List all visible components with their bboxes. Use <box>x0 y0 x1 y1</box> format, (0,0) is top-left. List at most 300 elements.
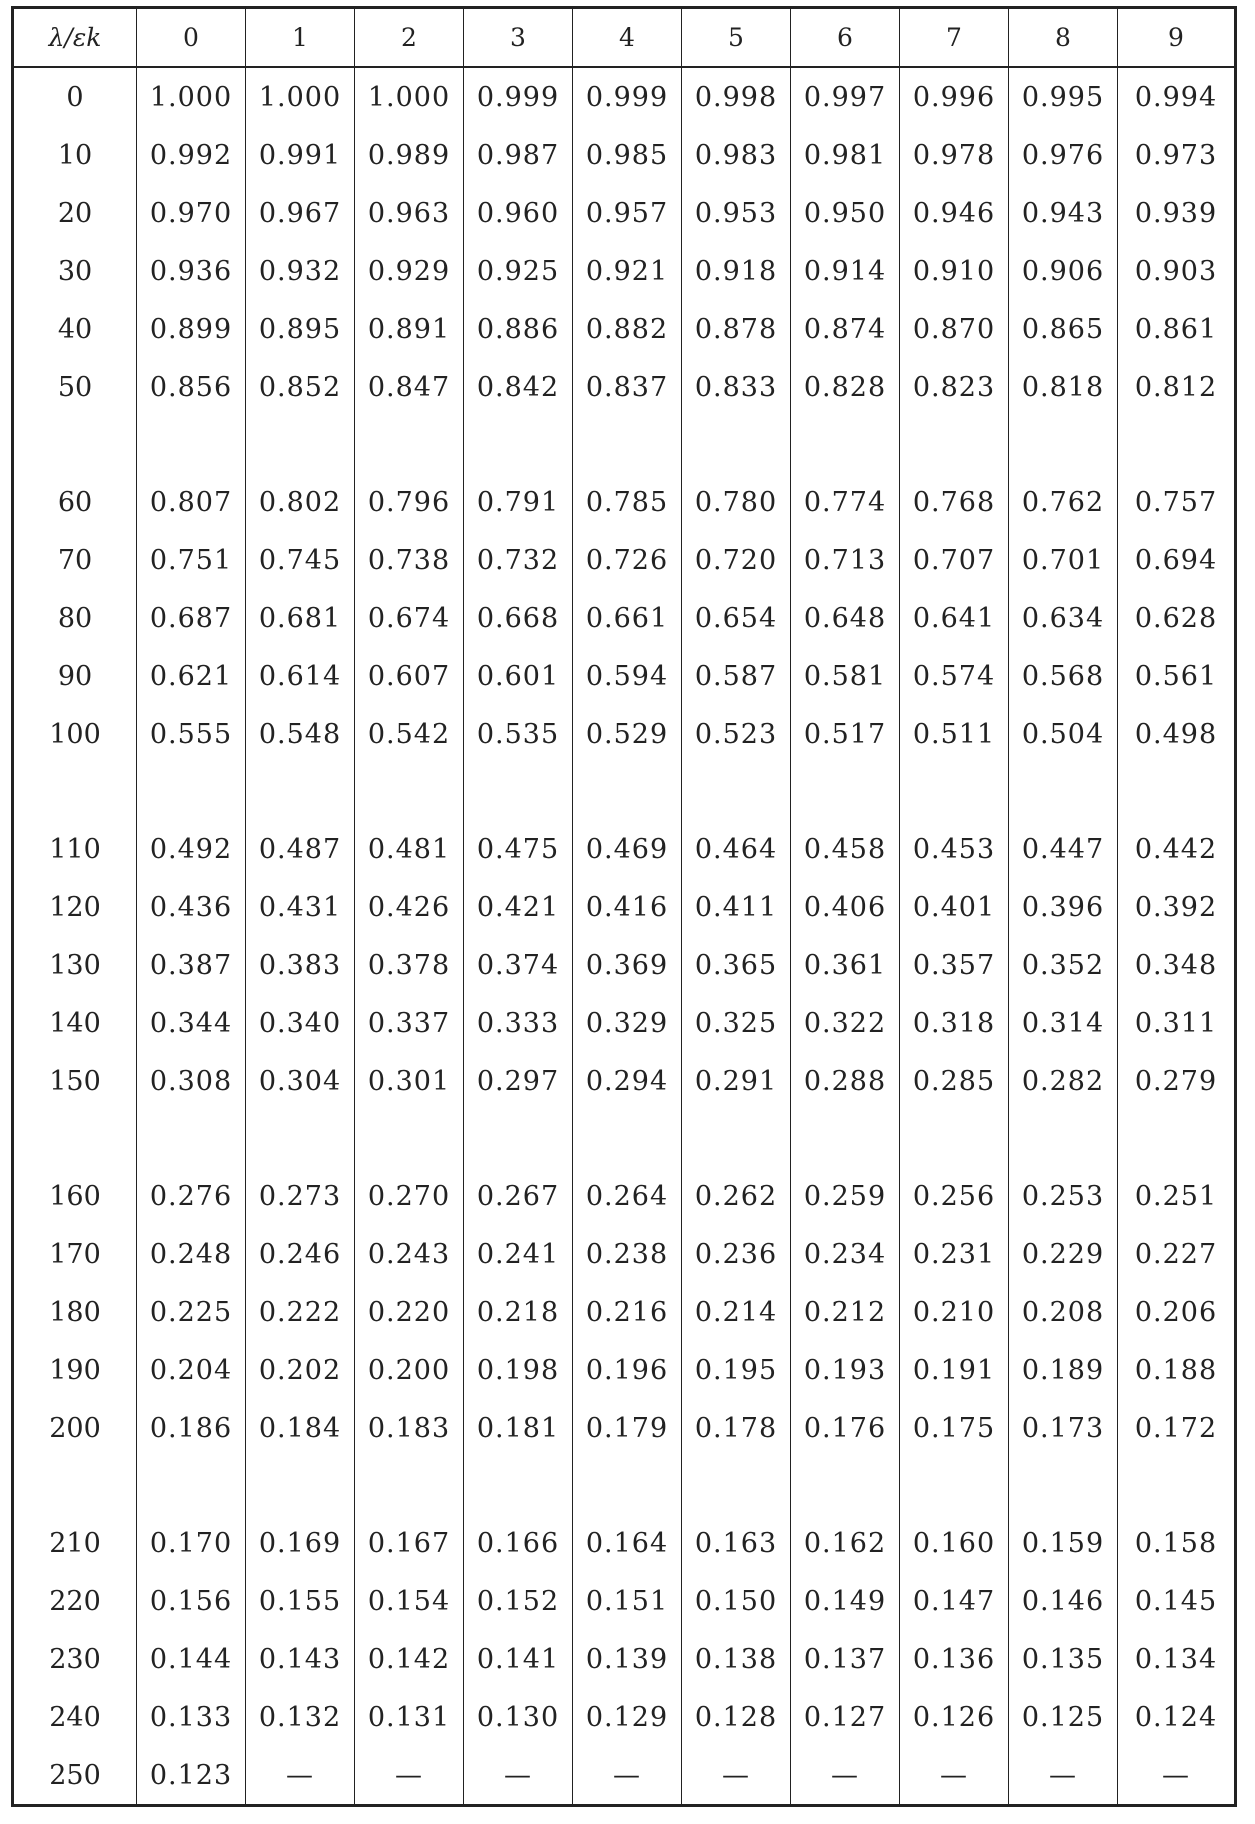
table-cell: 0.253 <box>1009 1110 1118 1225</box>
table-cell: 0.628 <box>1118 589 1236 647</box>
table-cell: 0.997 <box>791 67 900 126</box>
table-cell: 0.160 <box>900 1457 1009 1572</box>
row-label: 120 <box>13 878 137 936</box>
table-cell: 0.172 <box>1118 1399 1236 1457</box>
table-cell: 0.694 <box>1118 531 1236 589</box>
table-cell: 0.687 <box>137 589 246 647</box>
table-cell: 0.128 <box>682 1688 791 1746</box>
table-cell: 0.957 <box>573 184 682 242</box>
table-cell: 0.188 <box>1118 1341 1236 1399</box>
table-cell: 0.707 <box>900 531 1009 589</box>
table-cell: 0.125 <box>1009 1688 1118 1746</box>
table-cell: 0.406 <box>791 878 900 936</box>
table-cell: 0.134 <box>1118 1630 1236 1688</box>
table-cell: 0.186 <box>137 1399 246 1457</box>
table-cell: 0.193 <box>791 1341 900 1399</box>
table-cell: 0.273 <box>246 1110 355 1225</box>
table-cell: 0.127 <box>791 1688 900 1746</box>
table-cell: — <box>682 1746 791 1806</box>
table-cell: 0.181 <box>464 1399 573 1457</box>
table-cell: 0.294 <box>573 1052 682 1110</box>
table-cell: 0.246 <box>246 1225 355 1283</box>
table-cell: 0.175 <box>900 1399 1009 1457</box>
table-cell: — <box>464 1746 573 1806</box>
table-cell: 0.998 <box>682 67 791 126</box>
table-cell: 0.929 <box>355 242 464 300</box>
table-cell: 0.243 <box>355 1225 464 1283</box>
table-cell: 0.542 <box>355 705 464 763</box>
table-cell: 0.458 <box>791 763 900 878</box>
table-cell: 0.674 <box>355 589 464 647</box>
table-cell: 0.878 <box>682 300 791 358</box>
table-row <box>13 1341 1236 1399</box>
table-cell: 0.720 <box>682 531 791 589</box>
table-cell: 0.891 <box>355 300 464 358</box>
row-label: 30 <box>13 242 137 300</box>
table-cell: 0.183 <box>355 1399 464 1457</box>
header-digit-2: 2 <box>355 8 464 68</box>
table-cell: 0.333 <box>464 994 573 1052</box>
table-cell: 0.587 <box>682 647 791 705</box>
table-cell: 0.152 <box>464 1572 573 1630</box>
table-cell: 0.212 <box>791 1283 900 1341</box>
header-digit-1: 1 <box>246 8 355 68</box>
table-cell: 0.139 <box>573 1630 682 1688</box>
table-cell: — <box>791 1746 900 1806</box>
table-cell: 0.812 <box>1118 358 1236 416</box>
table-cell: 0.150 <box>682 1572 791 1630</box>
table-cell: 0.668 <box>464 589 573 647</box>
table-cell: 0.529 <box>573 705 682 763</box>
table-cell: 0.198 <box>464 1341 573 1399</box>
table-row <box>13 994 1236 1052</box>
table-cell: 0.143 <box>246 1630 355 1688</box>
table-cell: 0.204 <box>137 1341 246 1399</box>
table-cell: 0.607 <box>355 647 464 705</box>
table-cell: 0.222 <box>246 1283 355 1341</box>
table-cell: 0.921 <box>573 242 682 300</box>
table-cell: 0.248 <box>137 1225 246 1283</box>
table-cell: 0.517 <box>791 705 900 763</box>
table-cell: 0.918 <box>682 242 791 300</box>
table-cell: 0.170 <box>137 1457 246 1572</box>
row-label: 110 <box>13 763 137 878</box>
table-cell: 0.594 <box>573 647 682 705</box>
row-label: 180 <box>13 1283 137 1341</box>
table-cell: 0.648 <box>791 589 900 647</box>
table-cell: 0.142 <box>355 1630 464 1688</box>
table-cell: 0.308 <box>137 1052 246 1110</box>
table-cell: 0.285 <box>900 1052 1009 1110</box>
table-cell: 0.943 <box>1009 184 1118 242</box>
table-cell: 0.124 <box>1118 1688 1236 1746</box>
table-cell: 0.130 <box>464 1688 573 1746</box>
row-label: 170 <box>13 1225 137 1283</box>
table-cell: 0.206 <box>1118 1283 1236 1341</box>
table-cell: 0.267 <box>464 1110 573 1225</box>
table-cell: 0.256 <box>900 1110 1009 1225</box>
table-cell: 0.262 <box>682 1110 791 1225</box>
table-cell: — <box>355 1746 464 1806</box>
header-digit-6: 6 <box>791 8 900 68</box>
header-digit-0: 0 <box>137 8 246 68</box>
table-row <box>13 647 1236 705</box>
table-cell: 0.475 <box>464 763 573 878</box>
table-cell: 0.184 <box>246 1399 355 1457</box>
table-cell: — <box>1009 1746 1118 1806</box>
table-cell: 0.634 <box>1009 589 1118 647</box>
table-cell: 0.999 <box>573 67 682 126</box>
table-cell: 0.159 <box>1009 1457 1118 1572</box>
header-digit-4: 4 <box>573 8 682 68</box>
table-cell: 0.163 <box>682 1457 791 1572</box>
table-cell: 0.337 <box>355 994 464 1052</box>
table-row <box>13 358 1236 416</box>
row-label: 130 <box>13 936 137 994</box>
table-cell: 0.994 <box>1118 67 1236 126</box>
row-label: 250 <box>13 1746 137 1806</box>
row-label: 60 <box>13 416 137 531</box>
table-cell: 0.401 <box>900 878 1009 936</box>
table-cell: 0.852 <box>246 358 355 416</box>
table-cell: 0.874 <box>791 300 900 358</box>
table-cell: 0.167 <box>355 1457 464 1572</box>
table-cell: 0.151 <box>573 1572 682 1630</box>
table-cell: 0.234 <box>791 1225 900 1283</box>
table-cell: 0.886 <box>464 300 573 358</box>
table-cell: 0.202 <box>246 1341 355 1399</box>
table-cell: 0.925 <box>464 242 573 300</box>
table-cell: 0.856 <box>137 358 246 416</box>
table-row <box>13 763 1236 878</box>
table-cell: 0.899 <box>137 300 246 358</box>
table-cell: 0.291 <box>682 1052 791 1110</box>
table-row <box>13 416 1236 531</box>
table-cell: 0.561 <box>1118 647 1236 705</box>
table-cell: 0.574 <box>900 647 1009 705</box>
table-cell: 0.882 <box>573 300 682 358</box>
table-cell: 0.960 <box>464 184 573 242</box>
table-cell: 0.910 <box>900 242 1009 300</box>
table-cell: 0.751 <box>137 531 246 589</box>
table-cell: 0.314 <box>1009 994 1118 1052</box>
table-cell: 0.236 <box>682 1225 791 1283</box>
table-cell: 0.179 <box>573 1399 682 1457</box>
table-row <box>13 300 1236 358</box>
table-cell: 0.967 <box>246 184 355 242</box>
table-cell: 0.156 <box>137 1572 246 1630</box>
table-row <box>13 1283 1236 1341</box>
table-cell: 1.000 <box>246 67 355 126</box>
row-label: 10 <box>13 126 137 184</box>
table-cell: 0.383 <box>246 936 355 994</box>
table-cell: 0.135 <box>1009 1630 1118 1688</box>
table-cell: 0.946 <box>900 184 1009 242</box>
table-cell: 0.970 <box>137 184 246 242</box>
table-cell: 0.131 <box>355 1688 464 1746</box>
table-cell: 0.231 <box>900 1225 1009 1283</box>
table-cell: 0.796 <box>355 416 464 531</box>
table-cell: 0.225 <box>137 1283 246 1341</box>
table-cell: 0.469 <box>573 763 682 878</box>
table-cell: 0.325 <box>682 994 791 1052</box>
table-cell: 0.492 <box>137 763 246 878</box>
table-row <box>13 1630 1236 1688</box>
table-cell: 0.344 <box>137 994 246 1052</box>
table-cell: 0.365 <box>682 936 791 994</box>
table-cell: 0.939 <box>1118 184 1236 242</box>
table-cell: 0.297 <box>464 1052 573 1110</box>
table-cell: 0.498 <box>1118 705 1236 763</box>
table-cell: 0.154 <box>355 1572 464 1630</box>
table-cell: 0.264 <box>573 1110 682 1225</box>
table-cell: 0.218 <box>464 1283 573 1341</box>
table-cell: 0.757 <box>1118 416 1236 531</box>
table-cell: 0.132 <box>246 1688 355 1746</box>
header-digit-8: 8 <box>1009 8 1118 68</box>
table-cell: 0.374 <box>464 936 573 994</box>
table-row <box>13 878 1236 936</box>
table-cell: 0.369 <box>573 936 682 994</box>
table-cell: — <box>573 1746 682 1806</box>
row-label: 90 <box>13 647 137 705</box>
table-cell: — <box>900 1746 1009 1806</box>
table-cell: 0.555 <box>137 705 246 763</box>
table-row <box>13 531 1236 589</box>
table-cell: 0.144 <box>137 1630 246 1688</box>
table-cell: 0.155 <box>246 1572 355 1630</box>
table-cell: 0.991 <box>246 126 355 184</box>
table-cell: 0.169 <box>246 1457 355 1572</box>
header-row <box>13 8 1236 68</box>
table-cell: 0.861 <box>1118 300 1236 358</box>
table-cell: 0.548 <box>246 705 355 763</box>
table-row <box>13 1457 1236 1572</box>
row-label: 0 <box>13 67 137 126</box>
table-cell: 0.481 <box>355 763 464 878</box>
row-label: 190 <box>13 1341 137 1399</box>
table-cell: 0.447 <box>1009 763 1118 878</box>
table-cell: 0.981 <box>791 126 900 184</box>
table-cell: 0.270 <box>355 1110 464 1225</box>
table-cell: 0.123 <box>137 1746 246 1806</box>
table-cell: 0.701 <box>1009 531 1118 589</box>
table-cell: 0.361 <box>791 936 900 994</box>
table-cell: 0.145 <box>1118 1572 1236 1630</box>
table-cell: 0.865 <box>1009 300 1118 358</box>
table-cell: 0.895 <box>246 300 355 358</box>
table-cell: 0.227 <box>1118 1225 1236 1283</box>
table-cell: 0.828 <box>791 358 900 416</box>
table-cell: 0.818 <box>1009 358 1118 416</box>
table-cell: 0.378 <box>355 936 464 994</box>
table-cell: 0.842 <box>464 358 573 416</box>
row-label: 70 <box>13 531 137 589</box>
table-cell: 0.487 <box>246 763 355 878</box>
table-cell: 0.282 <box>1009 1052 1118 1110</box>
table-cell: 0.511 <box>900 705 1009 763</box>
table-cell: 0.220 <box>355 1283 464 1341</box>
table-cell: 0.983 <box>682 126 791 184</box>
table-cell: 0.726 <box>573 531 682 589</box>
table-cell: 1.000 <box>137 67 246 126</box>
table-cell: 0.523 <box>682 705 791 763</box>
table-cell: 0.762 <box>1009 416 1118 531</box>
table-cell: 0.276 <box>137 1110 246 1225</box>
table-cell: 0.774 <box>791 416 900 531</box>
table-cell: 0.210 <box>900 1283 1009 1341</box>
table-cell: 0.802 <box>246 416 355 531</box>
table-cell: 0.906 <box>1009 242 1118 300</box>
header-digit-3: 3 <box>464 8 573 68</box>
table-cell: 0.311 <box>1118 994 1236 1052</box>
table-cell: 0.963 <box>355 184 464 242</box>
table-header <box>13 8 1236 68</box>
table-cell: 0.614 <box>246 647 355 705</box>
table-cell: 0.976 <box>1009 126 1118 184</box>
table-cell: 0.322 <box>791 994 900 1052</box>
table-cell: 0.985 <box>573 126 682 184</box>
table-cell: 0.304 <box>246 1052 355 1110</box>
table-cell: 0.870 <box>900 300 1009 358</box>
table-cell: 0.442 <box>1118 763 1236 878</box>
table-cell: 0.133 <box>137 1688 246 1746</box>
table-cell: 0.768 <box>900 416 1009 531</box>
table-cell: 0.436 <box>137 878 246 936</box>
table-cell: 0.288 <box>791 1052 900 1110</box>
table-cell: 0.196 <box>573 1341 682 1399</box>
header-digit-5: 5 <box>682 8 791 68</box>
table-row <box>13 589 1236 647</box>
table-cell: 0.357 <box>900 936 1009 994</box>
table-cell: — <box>246 1746 355 1806</box>
table-cell: 0.581 <box>791 647 900 705</box>
table-cell: 0.136 <box>900 1630 1009 1688</box>
table-cell: 0.654 <box>682 589 791 647</box>
table-cell: 0.914 <box>791 242 900 300</box>
table-row <box>13 242 1236 300</box>
table-row <box>13 1052 1236 1110</box>
row-label: 210 <box>13 1457 137 1572</box>
table-cell: 0.241 <box>464 1225 573 1283</box>
row-label: 220 <box>13 1572 137 1630</box>
table-cell: 0.129 <box>573 1688 682 1746</box>
table-cell: 0.126 <box>900 1688 1009 1746</box>
table-cell: 0.999 <box>464 67 573 126</box>
table-cell: 0.601 <box>464 647 573 705</box>
table-cell: 0.989 <box>355 126 464 184</box>
table-cell: 0.978 <box>900 126 1009 184</box>
table-cell: 0.340 <box>246 994 355 1052</box>
table-cell: 0.732 <box>464 531 573 589</box>
table-cell: 0.992 <box>137 126 246 184</box>
table-cell: 0.176 <box>791 1399 900 1457</box>
table-cell: 0.208 <box>1009 1283 1118 1341</box>
table-row <box>13 126 1236 184</box>
table-row <box>13 1225 1236 1283</box>
table-cell: 0.453 <box>900 763 1009 878</box>
stability-coefficient-table <box>11 6 1237 1807</box>
row-label: 240 <box>13 1688 137 1746</box>
table-cell: 0.214 <box>682 1283 791 1341</box>
row-label: 160 <box>13 1110 137 1225</box>
table-cell: 0.396 <box>1009 878 1118 936</box>
table-cell: 0.173 <box>1009 1399 1118 1457</box>
table-cell: 0.387 <box>137 936 246 994</box>
table-row <box>13 1110 1236 1225</box>
table-cell: 0.200 <box>355 1341 464 1399</box>
table-cell: 0.392 <box>1118 878 1236 936</box>
table-cell: 0.251 <box>1118 1110 1236 1225</box>
table-cell: 0.421 <box>464 878 573 936</box>
table-row <box>13 1688 1236 1746</box>
table-cell: 0.195 <box>682 1341 791 1399</box>
table-cell: 0.791 <box>464 416 573 531</box>
table-cell: 0.416 <box>573 878 682 936</box>
table-cell: 0.411 <box>682 878 791 936</box>
table-cell: 0.352 <box>1009 936 1118 994</box>
table-cell: 0.568 <box>1009 647 1118 705</box>
table-cell: 0.936 <box>137 242 246 300</box>
table-cell: 0.641 <box>900 589 1009 647</box>
table-cell: 0.189 <box>1009 1341 1118 1399</box>
header-corner-lambda-epsilon: λ/εk <box>13 8 137 68</box>
header-digit-7: 7 <box>900 8 1009 68</box>
table-cell: 0.348 <box>1118 936 1236 994</box>
table-row <box>13 184 1236 242</box>
table-cell: 0.301 <box>355 1052 464 1110</box>
table-cell: 0.681 <box>246 589 355 647</box>
table-cell: 0.535 <box>464 705 573 763</box>
table-cell: 0.147 <box>900 1572 1009 1630</box>
table-cell: 0.178 <box>682 1399 791 1457</box>
table-cell: 0.146 <box>1009 1572 1118 1630</box>
table-cell: 0.149 <box>791 1572 900 1630</box>
table-cell: 0.823 <box>900 358 1009 416</box>
table-cell: 0.137 <box>791 1630 900 1688</box>
table-cell: 0.807 <box>137 416 246 531</box>
table-cell: 0.738 <box>355 531 464 589</box>
table-cell: 0.837 <box>573 358 682 416</box>
table-cell: 0.713 <box>791 531 900 589</box>
header-digit-9: 9 <box>1118 8 1236 68</box>
table-cell: 0.166 <box>464 1457 573 1572</box>
table-cell: 0.426 <box>355 878 464 936</box>
table-cell: 0.953 <box>682 184 791 242</box>
table-cell: 0.973 <box>1118 126 1236 184</box>
row-label: 200 <box>13 1399 137 1457</box>
table-cell: 0.216 <box>573 1283 682 1341</box>
table-cell: 0.745 <box>246 531 355 589</box>
table-row <box>13 936 1236 994</box>
table-cell: 0.996 <box>900 67 1009 126</box>
table-cell: 0.238 <box>573 1225 682 1283</box>
table-cell: 0.847 <box>355 358 464 416</box>
table-body <box>13 67 1236 1806</box>
table-row <box>13 705 1236 763</box>
table-cell: 0.431 <box>246 878 355 936</box>
table-cell: 0.833 <box>682 358 791 416</box>
table-cell: 0.318 <box>900 994 1009 1052</box>
table-cell: 0.279 <box>1118 1052 1236 1110</box>
table-cell: 0.229 <box>1009 1225 1118 1283</box>
table-cell: 0.903 <box>1118 242 1236 300</box>
table-row <box>13 1746 1236 1806</box>
row-label: 140 <box>13 994 137 1052</box>
row-label: 150 <box>13 1052 137 1110</box>
table-cell: 0.158 <box>1118 1457 1236 1572</box>
row-label: 80 <box>13 589 137 647</box>
